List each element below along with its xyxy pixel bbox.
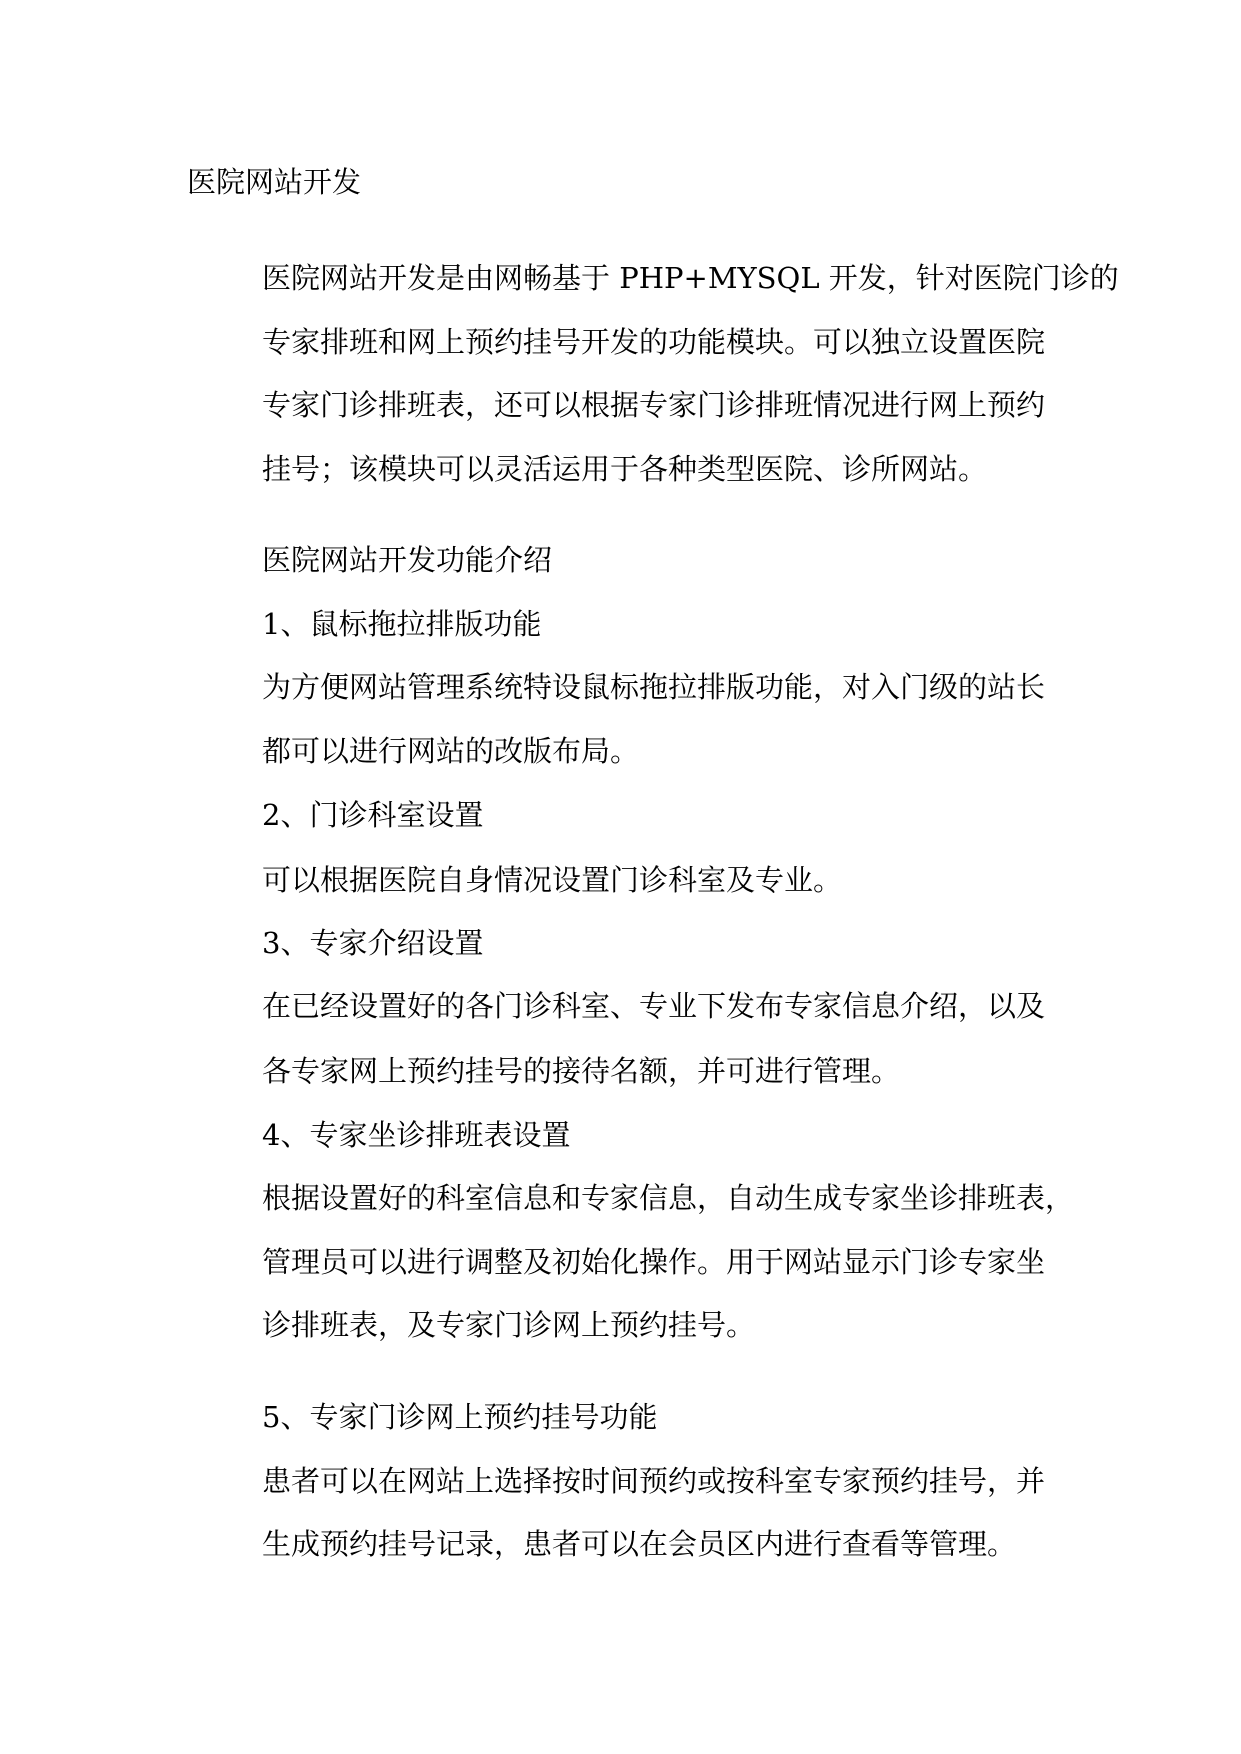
feature-4-line-2: 管理员可以进行调整及初始化操作。用于网站显示门诊专家坐 <box>262 1245 1046 1279</box>
feature-3-line-2: 各专家网上预约挂号的接待名额，并可进行管理。 <box>262 1054 901 1088</box>
features-heading: 医院网站开发功能介绍 <box>262 543 553 577</box>
feature-2-line-1: 可以根据医院自身情况设置门诊科室及专业。 <box>262 863 843 897</box>
feature-3-heading: 3、专家介绍设置 <box>262 926 484 960</box>
feature-3-line-1: 在已经设置好的各门诊科室、专业下发布专家信息介绍，以及 <box>262 989 1046 1023</box>
feature-4-heading: 4、专家坐诊排班表设置 <box>262 1118 571 1152</box>
document-title: 医院网站开发 <box>187 165 362 199</box>
intro-line-1: 医院网站开发是由网畅基于 PHP+MYSQL 开发，针对医院门诊的 <box>262 261 1119 295</box>
feature-5-line-1: 患者可以在网站上选择按时间预约或按科室专家预约挂号，并 <box>262 1464 1046 1498</box>
intro-line-4: 挂号；该模块可以灵活运用于各种类型医院、诊所网站。 <box>262 452 988 486</box>
feature-4-line-1: 根据设置好的科室信息和专家信息，自动生成专家坐诊排班表， <box>262 1181 1075 1215</box>
feature-5-heading: 5、专家门诊网上预约挂号功能 <box>262 1400 658 1434</box>
feature-5-line-2: 生成预约挂号记录，患者可以在会员区内进行查看等管理。 <box>262 1527 1017 1561</box>
feature-1-line-1: 为方便网站管理系统特设鼠标拖拉排版功能，对入门级的站长 <box>262 670 1046 704</box>
feature-2-heading: 2、门诊科室设置 <box>262 798 484 832</box>
intro-line-3: 专家门诊排班表，还可以根据专家门诊排班情况进行网上预约 <box>262 388 1046 422</box>
feature-1-line-2: 都可以进行网站的改版布局。 <box>262 734 640 768</box>
feature-4-line-3: 诊排班表，及专家门诊网上预约挂号。 <box>262 1308 756 1342</box>
intro-line-2: 专家排班和网上预约挂号开发的功能模块。可以独立设置医院 <box>262 325 1046 359</box>
feature-1-heading: 1、鼠标拖拉排版功能 <box>262 607 542 641</box>
